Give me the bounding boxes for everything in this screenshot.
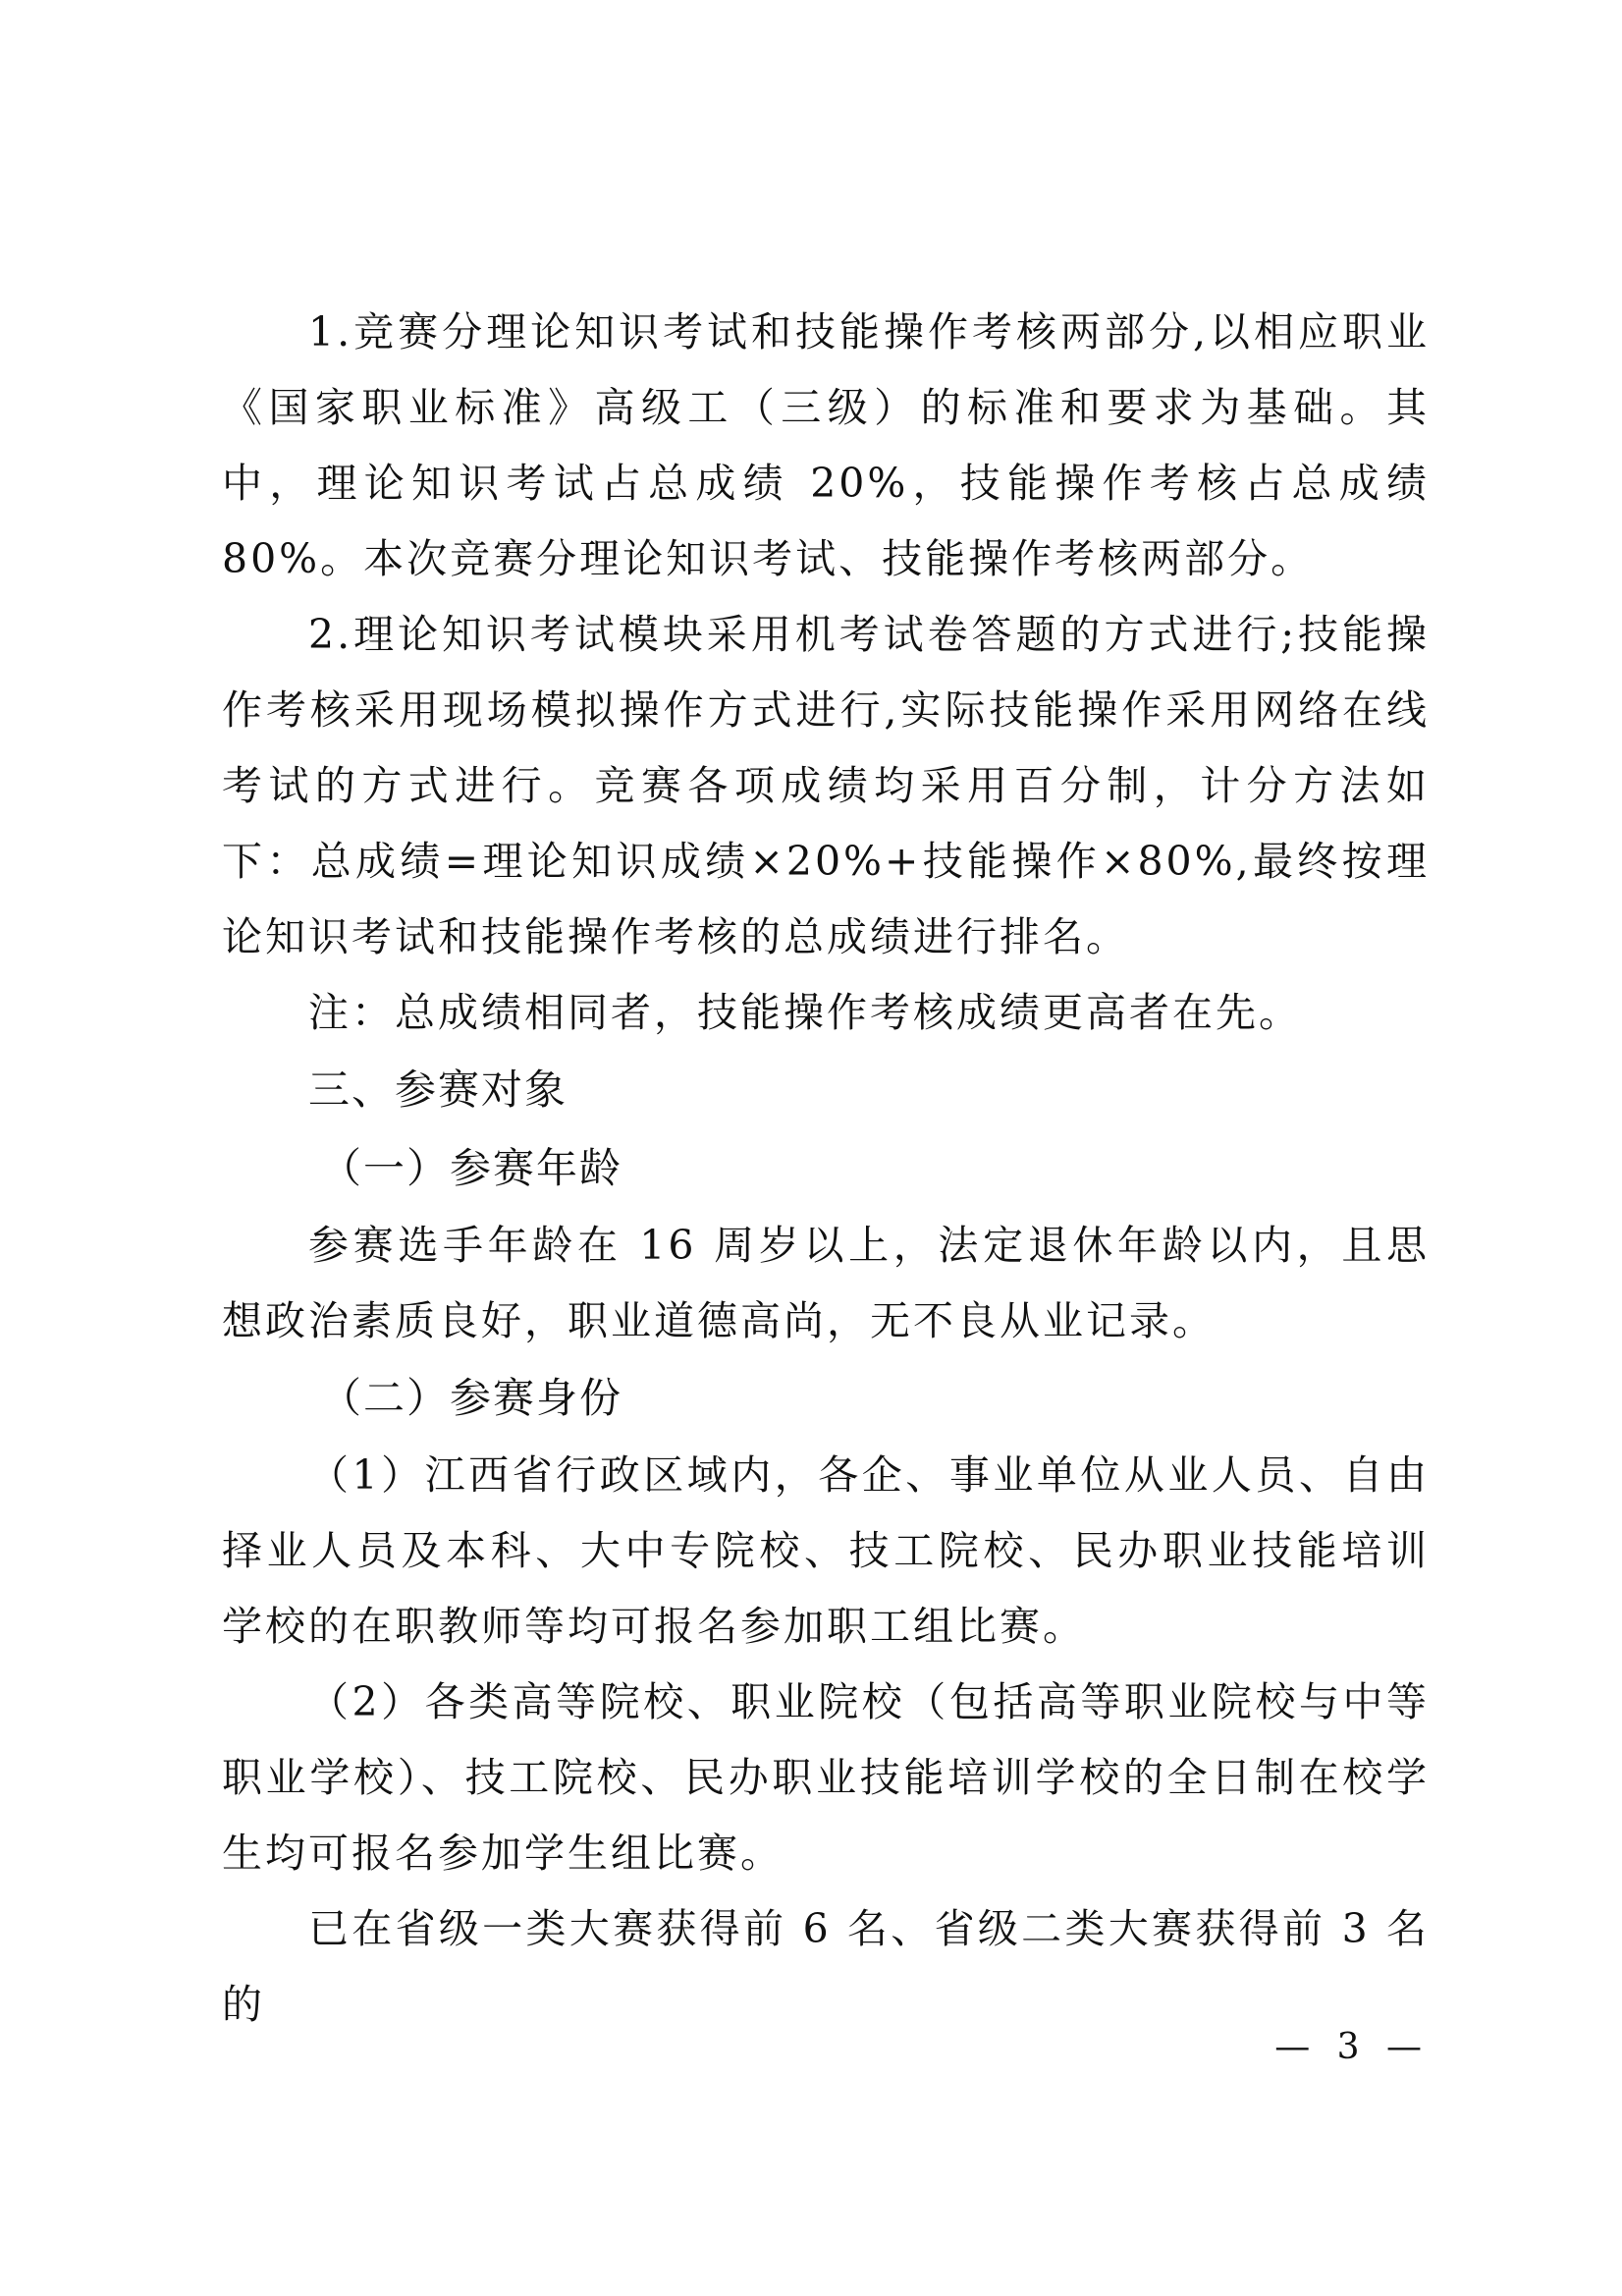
paragraph-tie-note: 注：总成绩相同者，技能操作考核成绩更高者在先。 bbox=[308, 989, 1302, 1036]
subheading-identity: （二）参赛身份 bbox=[320, 1374, 623, 1422]
document-body bbox=[222, 295, 1430, 2043]
subheading-age: （一）参赛年龄 bbox=[320, 1144, 623, 1192]
paragraph-scoring-composition: 1.竞赛分理论知识考试和技能操作考核两部分,以相应职业《国家职业标准》高级工（三级）的标准和要求为基础。其中，理论知识考试占总成绩 20%，技能操作考核占总成绩 80%。本次竞赛分理论知识考试、技能操作考核两部分。 bbox=[222, 308, 1430, 582]
page-number: — 3 — bbox=[1274, 2027, 1430, 2067]
paragraph-prior-winners: 已在省级一类大赛获得前 6 名、省级二类大赛获得前 3 名的 bbox=[222, 1905, 1430, 2028]
paragraph-exam-method: 2.理论知识考试模块采用机考试卷答题的方式进行;技能操作考核采用现场模拟操作方式进行,实际技能操作采用网络在线考试的方式进行。竞赛各项成绩均采用百分制，计分方法如下：总成绩=理论知识成绩×20%+技能操作×80%,最终按理论知识考试和技能操作考核的总成绩进行排名。 bbox=[222, 611, 1430, 960]
paragraph-student-eligibility: （2）各类高等院校、职业院校（包括高等职业院校与中等职业学校）、技工院校、民办职业技能培训学校的全日制在校学生均可报名参加学生组比赛。 bbox=[222, 1678, 1430, 1877]
paragraph-age-requirement: 参赛选手年龄在 16 周岁以上，法定退休年龄以内，且思想政治素质良好，职业道德高尚，无不良从业记录。 bbox=[222, 1222, 1430, 1344]
paragraph-staff-eligibility: （1）江西省行政区域内，各企、事业单位从业人员、自由择业人员及本科、大中专院校、技工院校、民办职业技能培训学校的在职教师等均可报名参加职工组比赛。 bbox=[222, 1451, 1430, 1650]
heading-participants: 三、参赛对象 bbox=[308, 1066, 568, 1114]
